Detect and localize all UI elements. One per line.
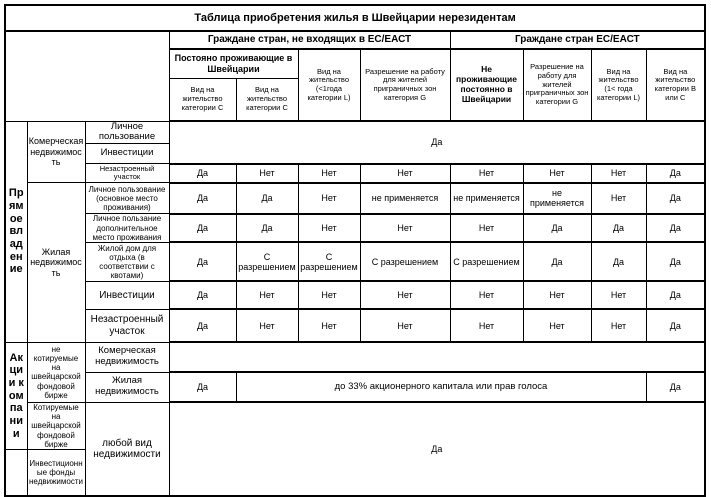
cell-r6-c5: С разрешением: [450, 242, 523, 281]
cell-r4-c7: Нет: [591, 183, 646, 214]
cell-commercial-yes-merged: Да: [169, 121, 705, 164]
cell-r5-c4: Нет: [360, 214, 450, 243]
cell-bottom-yes-merged: Да: [169, 402, 705, 496]
row-label-investments-2: Инвестиции: [85, 281, 169, 309]
cell-r7-c6: Нет: [523, 281, 591, 309]
row-label-investments-1: Инвестиции: [85, 144, 169, 164]
row-label-vacant-land-1: Незастроенный участок: [85, 164, 169, 183]
cell-r6-c2: С разрешением: [236, 242, 298, 281]
col-header-non-resident: Не проживающие постоянно в Швейцарии: [450, 49, 523, 121]
row-label-residential-2: Жилая недвижимость: [85, 372, 169, 402]
cell-r5-c3: Нет: [298, 214, 360, 243]
table-title: Таблица приобретения жилья в Швейцарии нерезидентам: [5, 5, 705, 31]
cell-r4-c6: не применяется: [523, 183, 591, 214]
cell-r6-c7: Да: [591, 242, 646, 281]
col-header-permanent-resident: Постояно проживающие в Швейцарии: [169, 49, 298, 78]
row-group-direct-ownership: Прямое владение: [5, 121, 27, 342]
row-label-primary-residence: Личное пользование (основное место проживания): [85, 183, 169, 214]
cell-r7-c7: Нет: [591, 281, 646, 309]
cell-r4-c3: Нет: [298, 183, 360, 214]
cell-r5-c1: Да: [169, 214, 236, 243]
cell-r8-c6: Нет: [523, 309, 591, 342]
row-label-personal-use: Личное пользование: [85, 121, 169, 144]
col-header-permit-c-1: Вид на жительство категории C: [169, 78, 236, 121]
cell-r7-c4: Нет: [360, 281, 450, 309]
cell-r8-c7: Нет: [591, 309, 646, 342]
col-header-permit-b-c: Вид на жительство категории B или C: [646, 49, 705, 121]
cell-r7-c5: Нет: [450, 281, 523, 309]
col-header-permit-g-eu: Разрешение на работу для жителей приграничных зон категории G: [523, 49, 591, 121]
row-label-vacant-land-2: Незастроенный участок: [85, 309, 169, 342]
cell-r8-c3: Нет: [298, 309, 360, 342]
col-header-permit-g-non-eu: Разрешение на работу для жителей приграничных зон категория G: [360, 49, 450, 121]
cell-bottom-left-empty: [5, 449, 27, 496]
col-header-permit-l-eu: Вид на жительство (1< года категории L): [591, 49, 646, 121]
cell-r6-c1: Да: [169, 242, 236, 281]
col-header-permit-c-2: Вид на жительство категории C: [236, 78, 298, 121]
group-header-eu: Граждане стран ЕС/ЕАСТ: [450, 31, 705, 49]
cell-r10-c8: Да: [646, 372, 705, 402]
row-label-any-property-type: любой вид недвижимости: [85, 402, 169, 496]
cell-r4-c8: Да: [646, 183, 705, 214]
cell-r3-c1: Да: [169, 164, 236, 183]
row-label-holiday-home: Жилой дом для отдыха (в соответствии с квотами): [85, 242, 169, 281]
cell-r6-c8: Да: [646, 242, 705, 281]
row-label-listed-shares: Котируемые на швейцарской фондовой бирже: [27, 402, 85, 449]
cell-r6-c6: Да: [523, 242, 591, 281]
cell-r3-c6: Нет: [523, 164, 591, 183]
property-acquisition-table: [4, 4, 706, 497]
row-label-commercial-2: Комерческая недвижимость: [85, 342, 169, 372]
cell-r5-c5: Нет: [450, 214, 523, 243]
cell-r6-c4: С разрешением: [360, 242, 450, 281]
row-label-secondary-residence: Личное пользание дополнительное место проживания: [85, 214, 169, 243]
row-label-real-estate-funds: Инвестиционные фонды недвижимости: [27, 449, 85, 496]
cell-r8-c1: Да: [169, 309, 236, 342]
cell-r10-33pct-merged: до 33% акционерного капитала или прав голоса: [236, 372, 646, 402]
cell-r3-c5: Нет: [450, 164, 523, 183]
cell-r3-c7: Нет: [591, 164, 646, 183]
row-label-residential-property: Жилая недвижимость: [27, 183, 85, 343]
cell-r3-c3: Нет: [298, 164, 360, 183]
cell-r10-c1: Да: [169, 372, 236, 402]
row-label-commercial-property: Комерческая недвижимость: [27, 121, 85, 183]
cell-r4-c2: Да: [236, 183, 298, 214]
cell-r4-c5: не применяется: [450, 183, 523, 214]
cell-r7-c3: Нет: [298, 281, 360, 309]
cell-r8-c4: Нет: [360, 309, 450, 342]
cell-r4-c4: не применяется: [360, 183, 450, 214]
cell-r6-c3: С разрешением: [298, 242, 360, 281]
group-header-non-eu: Граждане стран, не входящих в ЕС/ЕАСТ: [169, 31, 450, 49]
cell-r7-c2: Нет: [236, 281, 298, 309]
cell-r7-c8: Да: [646, 281, 705, 309]
cell-r5-c6: Да: [523, 214, 591, 243]
cell-r3-c8: Да: [646, 164, 705, 183]
col-header-permit-l-under-1y: Вид на жительство (<1года категории L): [298, 49, 360, 121]
cell-r8-c8: Да: [646, 309, 705, 342]
cell-r4-c1: Да: [169, 183, 236, 214]
corner-cell: [5, 31, 169, 121]
cell-r3-c2: Нет: [236, 164, 298, 183]
cell-r8-c5: Нет: [450, 309, 523, 342]
cell-r7-c1: Да: [169, 281, 236, 309]
cell-r5-c7: Да: [591, 214, 646, 243]
row-group-company-shares: Акции компании: [5, 342, 27, 449]
cell-r8-c2: Нет: [236, 309, 298, 342]
cell-r5-c2: Да: [236, 214, 298, 243]
row-label-unlisted-shares: не котируемые на швейцарской фондовой бирже: [27, 342, 85, 402]
cell-unlisted-commercial-empty: [169, 342, 705, 372]
cell-r5-c8: Да: [646, 214, 705, 243]
cell-r3-c4: Нет: [360, 164, 450, 183]
